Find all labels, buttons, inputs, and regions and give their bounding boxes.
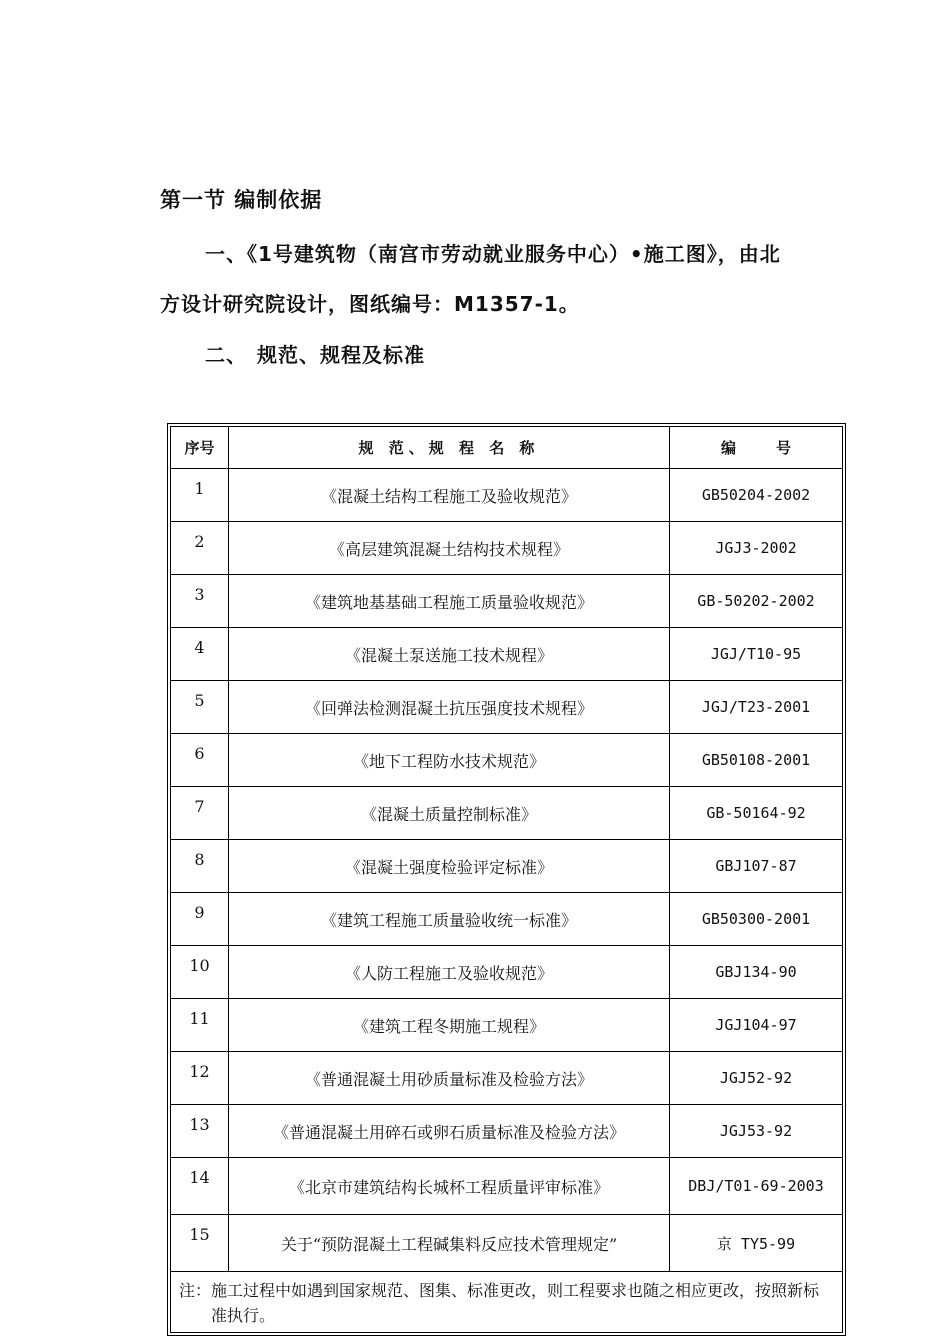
standards-table xyxy=(170,426,843,1333)
table-row xyxy=(171,469,843,522)
row-name: 《混凝土质量控制标准》 xyxy=(229,787,670,840)
row-index: 5 xyxy=(171,681,229,734)
standards-table-frame xyxy=(167,423,846,1336)
table-row xyxy=(171,1052,843,1105)
row-index: 10 xyxy=(171,946,229,999)
row-name: 《混凝土强度检验评定标准》 xyxy=(229,840,670,893)
table-row xyxy=(171,681,843,734)
table-row xyxy=(171,734,843,787)
section-title: 第一节 编制依据 xyxy=(160,188,323,212)
row-code: GB-50164-92 xyxy=(670,787,843,840)
row-index: 15 xyxy=(171,1215,229,1272)
paragraph-2-text: 规范、规程及标准 xyxy=(257,343,425,367)
note-cell xyxy=(171,1272,843,1333)
row-index: 7 xyxy=(171,787,229,840)
paragraph-1-line-1: 一、《1号建筑物（南宫市劳动就业服务中心）•施工图》，由北 xyxy=(205,242,781,266)
header-name: 规 范、规 程 名 称 xyxy=(229,427,670,469)
row-name: 《高层建筑混凝土结构技术规程》 xyxy=(229,522,670,575)
row-index: 3 xyxy=(171,575,229,628)
table-row xyxy=(171,628,843,681)
row-code: JGJ/T23-2001 xyxy=(670,681,843,734)
row-index: 4 xyxy=(171,628,229,681)
table-row xyxy=(171,946,843,999)
row-name: 《建筑工程冬期施工规程》 xyxy=(229,999,670,1052)
row-name: 关于“预防混凝土工程碱集料反应技术管理规定” xyxy=(229,1215,670,1272)
row-name: 《混凝土结构工程施工及验收规范》 xyxy=(229,469,670,522)
row-code: GB50204-2002 xyxy=(670,469,843,522)
note-label: 注： xyxy=(179,1281,212,1300)
table-row xyxy=(171,575,843,628)
row-index: 2 xyxy=(171,522,229,575)
note-text: 施工过程中如遇到国家规范、图集、标准更改，则工程要求也随之相应更改，按照新标准执行。 xyxy=(211,1281,820,1325)
row-code: 京 TY5-99 xyxy=(670,1215,843,1272)
row-index: 6 xyxy=(171,734,229,787)
row-index: 13 xyxy=(171,1105,229,1158)
row-name: 《普通混凝土用碎石或卵石质量标准及检验方法》 xyxy=(229,1105,670,1158)
row-code: GB50108-2001 xyxy=(670,734,843,787)
row-name: 《人防工程施工及验收规范》 xyxy=(229,946,670,999)
row-code: DBJ/T01-69-2003 xyxy=(670,1158,843,1215)
table-header-row xyxy=(171,427,843,469)
row-index: 8 xyxy=(171,840,229,893)
row-name: 《地下工程防水技术规范》 xyxy=(229,734,670,787)
row-index: 1 xyxy=(171,469,229,522)
paragraph-2-number: 二、 xyxy=(205,343,247,367)
row-code: GB-50202-2002 xyxy=(670,575,843,628)
row-name: 《建筑工程施工质量验收统一标准》 xyxy=(229,893,670,946)
table-row xyxy=(171,1158,843,1215)
header-code-part1: 编 xyxy=(720,439,736,457)
row-code: GBJ107-87 xyxy=(670,840,843,893)
row-code: GBJ134-90 xyxy=(670,946,843,999)
note-row xyxy=(171,1272,843,1333)
table-row xyxy=(171,787,843,840)
header-index: 序号 xyxy=(171,427,229,469)
row-code: JGJ104-97 xyxy=(670,999,843,1052)
row-name: 《建筑地基基础工程施工质量验收规范》 xyxy=(229,575,670,628)
row-name: 《北京市建筑结构长城杯工程质量评审标准》 xyxy=(229,1158,670,1215)
row-index: 11 xyxy=(171,999,229,1052)
row-code: JGJ52-92 xyxy=(670,1052,843,1105)
table-row xyxy=(171,1215,843,1272)
row-name: 《普通混凝土用砂质量标准及检验方法》 xyxy=(229,1052,670,1105)
row-index: 12 xyxy=(171,1052,229,1105)
paragraph-2 xyxy=(205,339,425,368)
header-code-part2: 号 xyxy=(776,439,792,457)
table-row xyxy=(171,840,843,893)
row-index: 14 xyxy=(171,1158,229,1215)
row-code: GB50300-2001 xyxy=(670,893,843,946)
table-row xyxy=(171,893,843,946)
row-code: JGJ3-2002 xyxy=(670,522,843,575)
row-index: 9 xyxy=(171,893,229,946)
header-code xyxy=(670,427,843,469)
table-body xyxy=(171,469,843,1272)
table-row xyxy=(171,1105,843,1158)
row-name: 《混凝土泵送施工技术规程》 xyxy=(229,628,670,681)
table-row xyxy=(171,999,843,1052)
row-code: JGJ53-92 xyxy=(670,1105,843,1158)
paragraph-1-line-2: 方设计研究院设计，图纸编号：M1357-1。 xyxy=(160,292,580,316)
row-name: 《回弹法检测混凝土抗压强度技术规程》 xyxy=(229,681,670,734)
table-row xyxy=(171,522,843,575)
row-code: JGJ/T10-95 xyxy=(670,628,843,681)
